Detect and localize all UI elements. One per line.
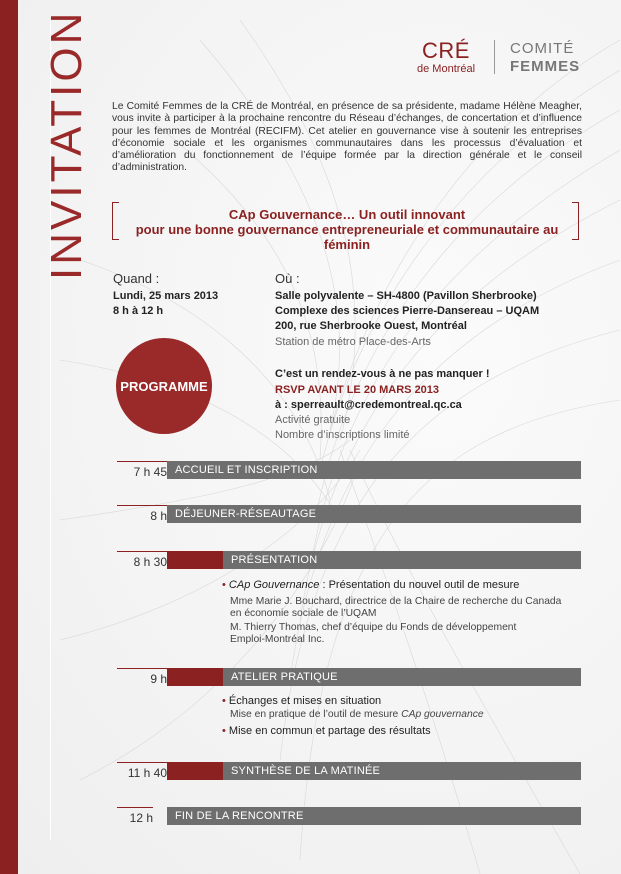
side-title: INVITATION [42,9,91,280]
logo-comite: COMITÉ [510,40,575,57]
schedule-title: ACCUEIL ET INSCRIPTION [167,461,581,479]
schedule-accent [167,762,223,780]
logo-city: de Montréal [417,63,476,75]
speaker-1-line2: en économie sociale de l’UQAM [230,608,377,619]
schedule-title: DÉJEUNER-RÉSEAUTAGE [167,505,581,523]
logo-divider [494,40,495,74]
headline-line1: CAp Gouvernance… Un outil innovant [228,207,466,222]
rsvp-limited: Nombre d’inscriptions limité [275,429,410,441]
programme-badge: PROGRAMME [116,338,212,434]
tool-name: CAp Gouvernance [228,579,320,591]
rsvp-email[interactable]: à : sperreault@credemontreal.qc.ca [275,399,462,411]
schedule-time: 7 h 45 [117,461,167,479]
schedule-time: 8 h [117,505,167,523]
speaker-2-line2: Emploi-Montréal Inc. [230,634,325,645]
venue-line2: Complexe des sciences Pierre-Dansereau – UQAM [275,305,540,317]
schedule-time: 9 h [117,668,167,686]
schedule-title: FIN DE LA RENCONTRE [167,807,581,825]
rsvp-free: Activité gratuite [275,414,351,426]
logo-name: CRÉ [422,38,470,63]
atelier-bullet-2: • Mise en commun et partage des résultats [222,725,431,737]
atelier-bullet-1: • Échanges et mises en situation [222,695,382,707]
schedule-accent [167,551,223,569]
schedule-title: ATELIER PRATIQUE [223,668,581,686]
schedule-title: PRÉSENTATION [223,551,581,569]
schedule-accent [167,668,223,686]
where-label: Où : [275,271,300,286]
event-date: Lundi, 25 mars 2013 [113,290,219,302]
schedule-time: 12 h [117,807,153,825]
schedule-time: 11 h 40 [117,762,167,780]
intro-paragraph: Le Comité Femmes de la CRÉ de Montréal, en présence de sa présidente, madame Hélène Meagher, vous invite à participer à la prochaine rencontre du Réseau d’échanges, de concertation et d’influence pour les femmes de Montréal (RECIFM). Cet atelier en gouvernance vise à soutenir les entreprises d’économie sociale et les organismes communautaires dans les processus d’évaluation et d’amélioration du fonctionnement de l’équipe formée par la direction générale et le conseil d’administration. [112,101,582,174]
left-red-bar [0,0,18,874]
logo-femmes: FEMMES [510,58,581,75]
headline-line2: pour une bonne gouvernance entrepreneuriale et communautaire au féminin [135,222,559,252]
schedule-time: 8 h 30 [117,551,167,569]
schedule-title: SYNTHÈSE DE LA MATINÉE [223,762,581,780]
venue-metro: Station de métro Place-des-Arts [275,336,431,348]
rsvp-call: C’est un rendez-vous à ne pas manquer ! [275,368,490,380]
presentation-bullet: • CAp Gouvernance : Présentation du nouvel outil de mesure [222,579,520,591]
event-hours: 8 h à 12 h [113,305,164,317]
when-label: Quand : [113,271,160,286]
venue-address: 200, rue Sherbrooke Ouest, Montréal [275,320,467,332]
speaker-1-line1: Mme Marie J. Bouchard, directrice de la Chaire de recherche du Canada [230,596,562,607]
cre-logo [410,34,590,78]
venue-line1: Salle polyvalente – SH-4800 (Pavillon Sherbrooke) [275,290,537,302]
atelier-sub-1: Mise en pratique de l’outil de mesure CAp gouvernance [230,709,484,720]
speaker-2-line1: M. Thierry Thomas, chef d’équipe du Fonds de développement [230,622,517,633]
rsvp-deadline: RSVP AVANT LE 20 MARS 2013 [275,384,440,396]
